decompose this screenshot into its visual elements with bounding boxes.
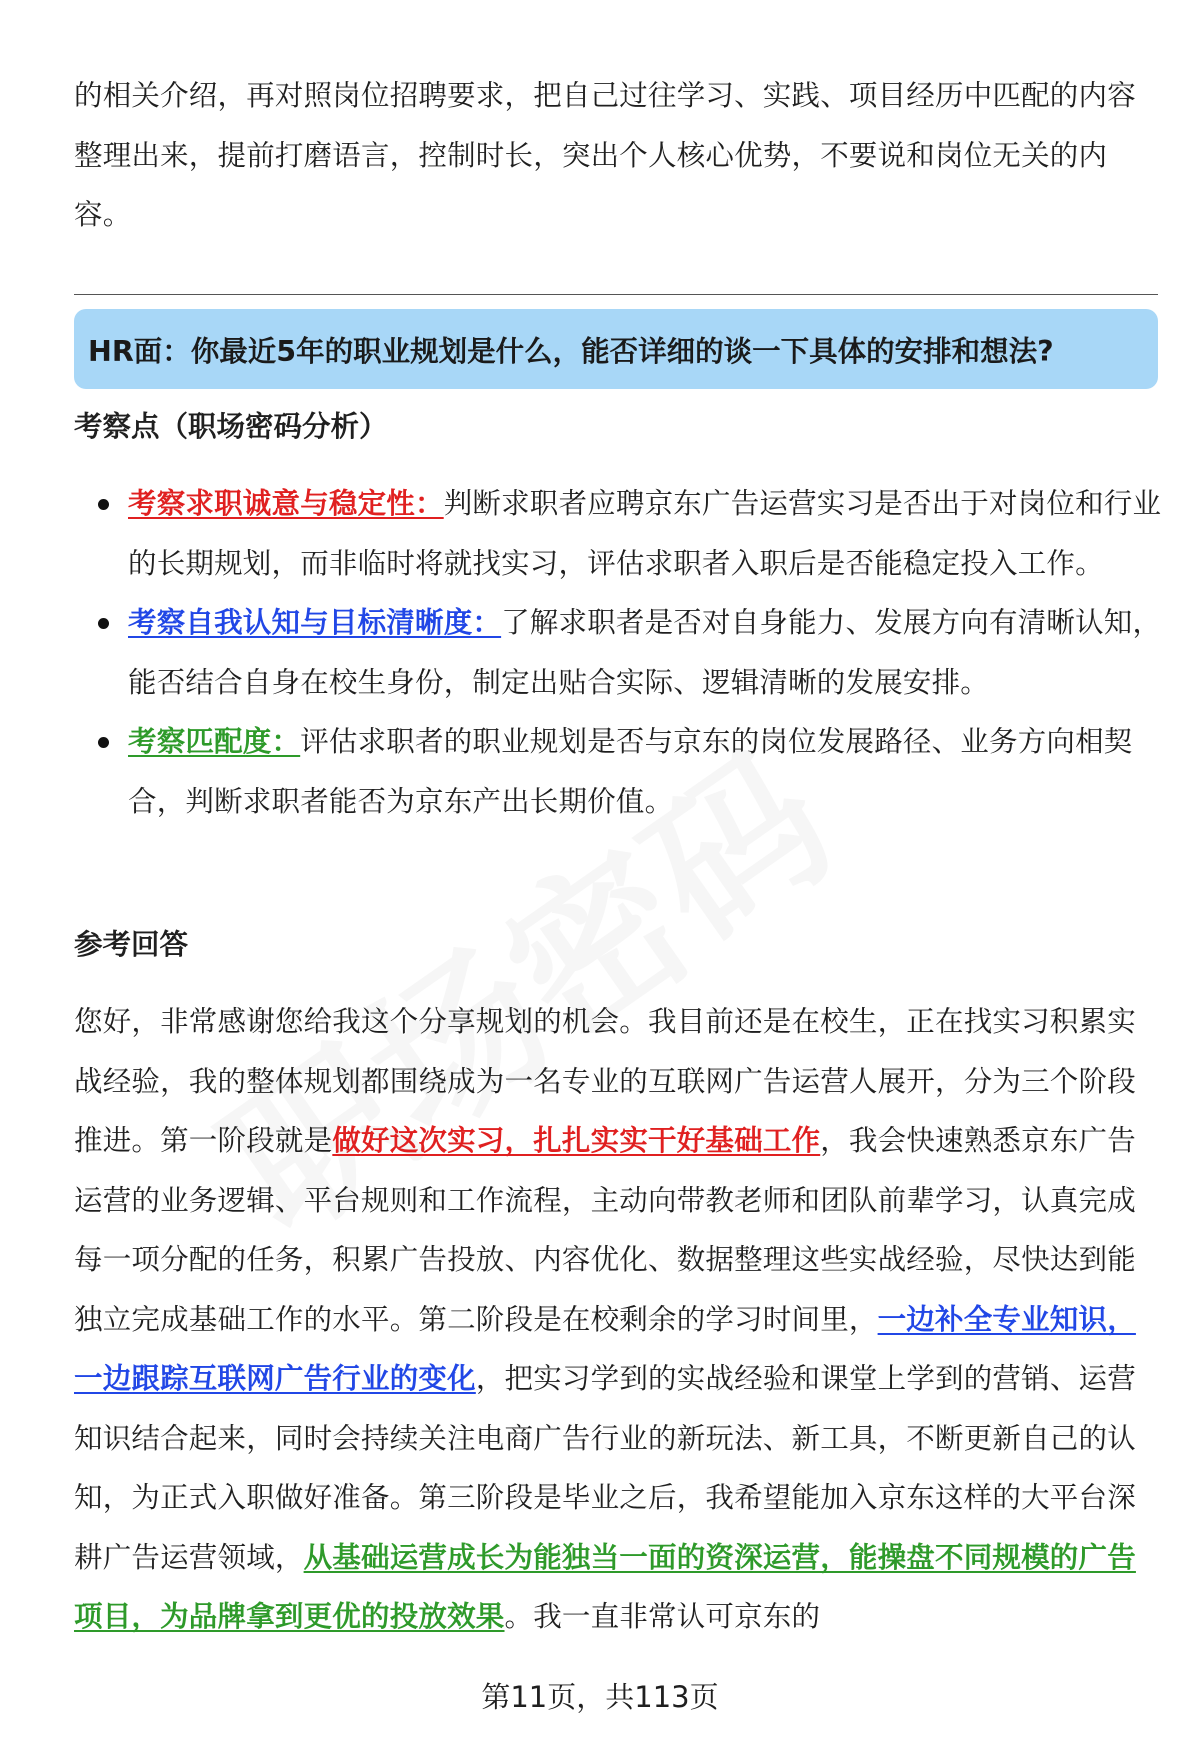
analysis-list <box>74 474 1164 831</box>
section-divider <box>74 294 1158 295</box>
answer-text: ，把实习学到的实战经验和课堂上学到的营销、运营知识结合起来，同时会持续关注电商广告行业的新玩法、新工具，不断更新自己的认知，为正式入职做好准备。第三阶段是毕业之后，我希望能加入京东这样的大平台深耕广告运营领域， <box>74 1362 1136 1574</box>
analysis-heading: 考察点（职场密码分析） <box>74 410 388 443</box>
list-item <box>74 593 1164 712</box>
bullet-text: 评估求职者的职业规划是否与京东的岗位发展路径、业务方向相契合，判断求职者能否为京东产出长期价值。 <box>128 725 1133 818</box>
bullet-dot-icon <box>98 499 109 510</box>
answer-text: ，我会快速熟悉京东广告运营的业务逻辑、平台规则和工作流程，主动向带教老师和团队前辈学习，认真完成每一项分配的任务，积累广告投放、内容优化、数据整理这些实战经验，尽快达到能独立完成基础工作的水平。第二阶段是在校剩余的学习时间里， <box>74 1124 1136 1336</box>
page-number: 第11页，共113页 <box>481 1680 719 1714</box>
bullet-dot-icon <box>98 737 109 748</box>
bullet-key: 考察求职诚意与稳定性： <box>128 487 444 520</box>
answer-heading: 参考回答 <box>74 928 189 961</box>
bullet-dot-icon <box>98 618 109 629</box>
answer-highlight-green: 从基础运营成长为能独当一面的资深运营，能操盘不同规模的广告项目，为品牌拿到更优的投放效果 <box>74 1540 1136 1633</box>
bullet-text: 判断求职者应聘京东广告运营实习是否出于对岗位和行业的长期规划，而非临时将就找实习，评估求职者入职后是否能稳定投入工作。 <box>128 487 1162 580</box>
bullet-key: 考察匹配度： <box>128 725 301 758</box>
answer-text: 。我一直非常认可京东的 <box>504 1600 821 1633</box>
answer-highlight-blue: 一边补全专业知识，一边跟踪互联网广告行业的变化 <box>74 1302 1136 1395</box>
answer-paragraph <box>74 992 1154 1647</box>
list-item <box>74 712 1164 831</box>
list-item <box>74 474 1164 593</box>
intro-paragraph: 的相关介绍，再对照岗位招聘要求，把自己过往学习、实践、项目经历中匹配的内容整理出来，提前打磨语言，控制时长，突出个人核心优势，不要说和岗位无关的内容。 <box>74 79 1136 231</box>
bullet-key: 考察自我认知与目标清晰度： <box>128 606 502 639</box>
bullet-text: 了解求职者是否对自身能力、发展方向有清晰认知，能否结合自身在校生身份，制定出贴合实际、逻辑清晰的发展安排。 <box>128 606 1162 699</box>
question-text: HR面：你最近5年的职业规划是什么，能否详细的谈一下具体的安排和想法? <box>88 334 1054 368</box>
answer-highlight-red: 做好这次实习，扎扎实实干好基础工作 <box>332 1124 821 1157</box>
answer-text: 您好，非常感谢您给我这个分享规划的机会。我目前还是在校生，正在找实习积累实战经验，我的整体规划都围绕成为一名专业的互联网广告运营人展开，分为三个阶段推进。第一阶段就是 <box>74 1005 1136 1157</box>
question-banner <box>74 309 1158 389</box>
